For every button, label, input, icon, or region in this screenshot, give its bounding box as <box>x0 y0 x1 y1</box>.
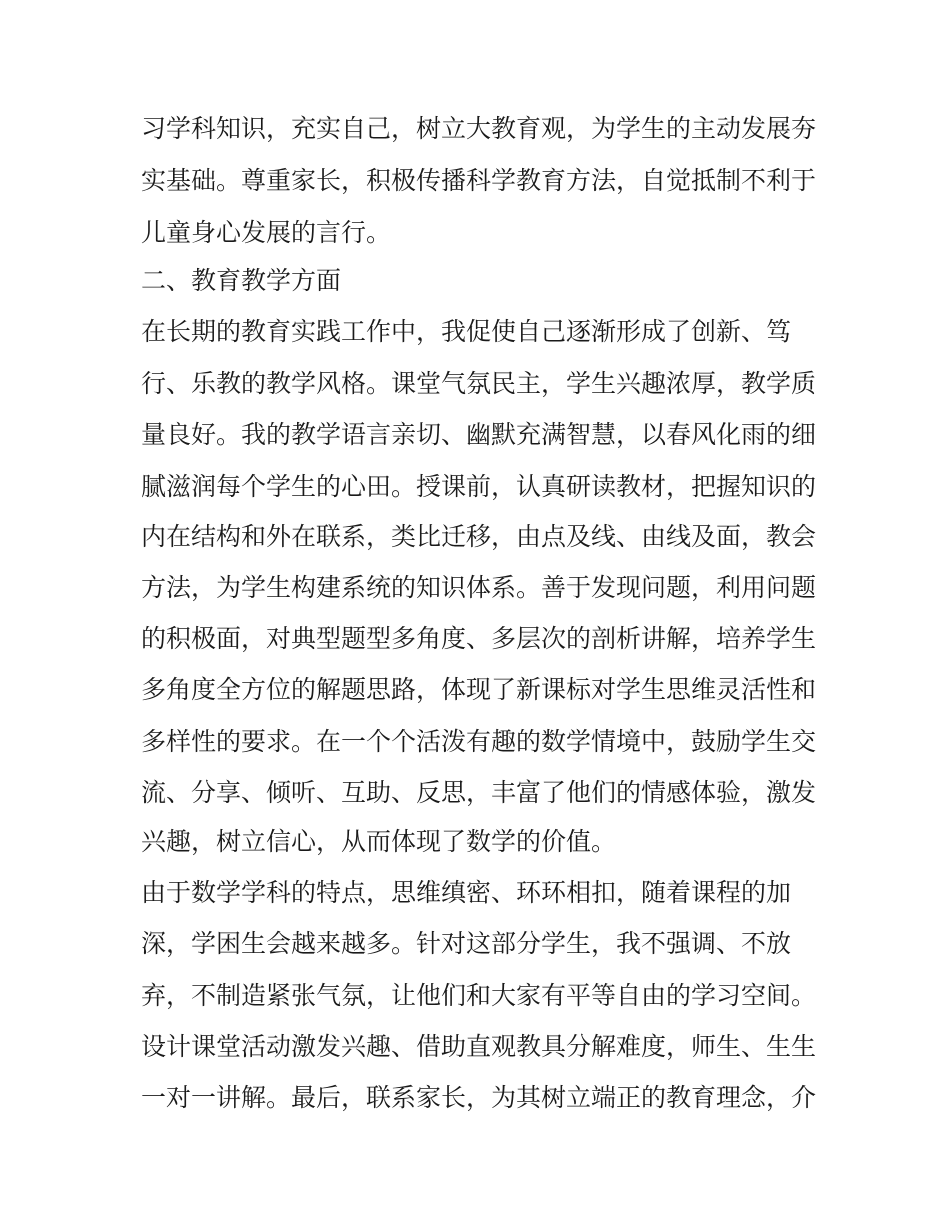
text-line: 习学科知识，充实自己，树立大教育观，为学生的主动发展夯 <box>141 114 817 143</box>
text-line: 量良好。我的教学语言亲切、幽默充满智慧，以春风化雨的细 <box>141 420 817 449</box>
text-line: 多样性的要求。在一个个活泼有趣的数学情境中，鼓励学生交 <box>141 727 817 756</box>
text-line: 方法，为学生构建系统的知识体系。善于发现问题，利用问题 <box>141 573 817 602</box>
text-line: 一对一讲解。最后，联系家长，为其树立端正的教育理念，介 <box>141 1083 817 1112</box>
section-heading: 二、教育教学方面 <box>141 266 342 295</box>
text-line: 弃，不制造紧张气氛，让他们和大家有平等自由的学习空间。 <box>141 981 817 1010</box>
text-line: 实基础。尊重家长，积极传播科学教育方法，自觉抵制不利于 <box>141 166 817 195</box>
text-line: 儿童身心发展的言行。 <box>141 218 392 247</box>
text-line: 由于数学学科的特点，思维缜密、环环相扣，随着课程的加 <box>141 878 792 907</box>
text-line: 兴趣，树立信心，从而体现了数学的价值。 <box>141 827 617 856</box>
text-line: 行、乐教的教学风格。课堂气氛民主，学生兴趣浓厚，教学质 <box>141 369 817 398</box>
text-line: 内在结构和外在联系，类比迁移，由点及线、由线及面，教会 <box>141 522 817 551</box>
text-line: 流、分享、倾听、互助、反思，丰富了他们的情感体验，激发 <box>141 778 817 807</box>
text-line: 的积极面，对典型题型多角度、多层次的剖析讲解，培养学生 <box>141 624 817 653</box>
text-line: 深，学困生会越来越多。针对这部分学生，我不强调、不放 <box>141 929 792 958</box>
text-line: 在长期的教育实践工作中，我促使自己逐渐形成了创新、笃 <box>141 317 792 346</box>
text-line: 多角度全方位的解题思路，体现了新课标对学生思维灵活性和 <box>141 675 817 704</box>
text-line: 腻滋润每个学生的心田。授课前，认真研读教材，把握知识的 <box>141 472 817 501</box>
text-line: 设计课堂活动激发兴趣、借助直观教具分解难度，师生、生生 <box>141 1032 817 1061</box>
